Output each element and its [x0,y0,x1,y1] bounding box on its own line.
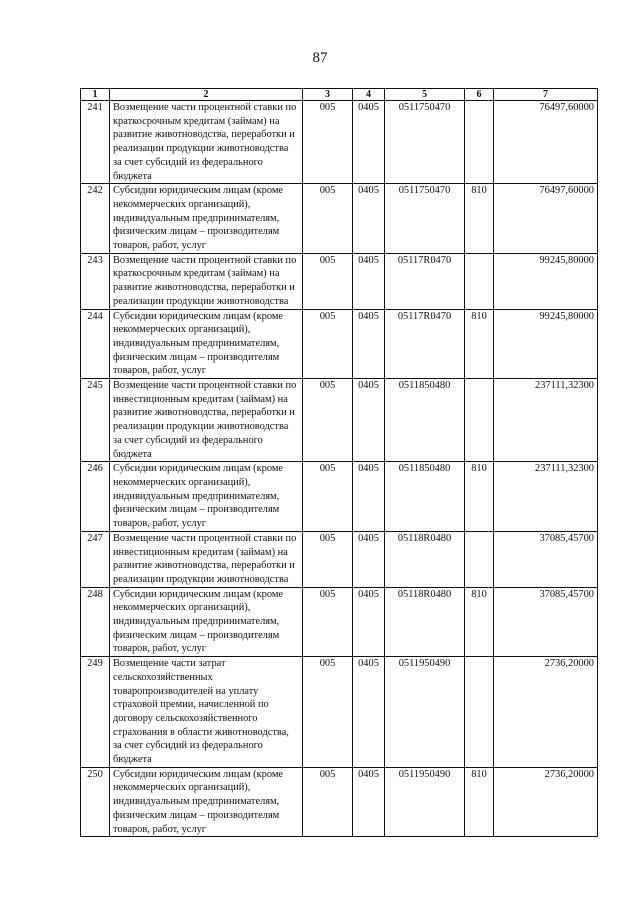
amount-cell: 237111,32300 [494,379,598,462]
expense-type-cell [465,253,494,309]
description-line: физическим лицам – производителям [113,504,280,516]
amount-cell: 76497,60000 [494,101,598,184]
description-line: реализации продукции животноводства [113,295,289,307]
description-line: страховой премии, начисленной по [113,699,269,711]
expense-type-cell [465,101,494,184]
description-line: за счет субсидий из федерального [113,740,263,752]
target-article-cell: 0511850480 [385,462,465,532]
description-cell [110,587,303,657]
table-row [81,587,598,657]
amount-cell: 37085,45700 [494,531,598,587]
header-row [81,89,598,101]
description-line: инвестиционным кредитам (займам) на [113,393,288,405]
budget-table [80,88,598,837]
description-cell [110,309,303,379]
description-line: Субсидии юридическим лицам (кроме [113,185,284,197]
description-line: индивидуальным предпринимателям, [113,337,280,349]
row-number-cell: 243 [81,253,110,309]
description-line: за счет субсидий из федерального [113,156,263,168]
description-line: товаров, работ, услуг [113,823,207,835]
description-line: реализации продукции животноводства [113,573,289,585]
description-line: товаров, работ, услуг [113,518,207,530]
row-number-cell: 249 [81,657,110,768]
expense-type-cell: 810 [465,767,494,837]
description-line: индивидуальным предпринимателям, [113,212,280,224]
description-line: Субсидии юридическим лицам (кроме [113,588,284,600]
department-code-cell: 005 [303,101,353,184]
description-cell [110,184,303,254]
department-code-cell: 005 [303,379,353,462]
description-line: за счет субсидий из федерального [113,434,263,446]
description-cell [110,767,303,837]
description-line: инвестиционным кредитам (займам) на [113,546,288,558]
section-code-cell: 0405 [353,531,385,587]
table-row [81,657,598,768]
amount-cell: 99245,80000 [494,309,598,379]
section-code-cell: 0405 [353,101,385,184]
target-article-cell: 05118R0480 [385,531,465,587]
row-number-cell: 250 [81,767,110,837]
description-line: развитие животноводства, переработки и [113,560,295,572]
amount-cell: 2736,20000 [494,657,598,768]
section-code-cell: 0405 [353,462,385,532]
description-cell [110,253,303,309]
description-line: сельскохозяйственных [113,671,213,683]
section-code-cell: 0405 [353,309,385,379]
row-number-cell: 248 [81,587,110,657]
department-code-cell: 005 [303,767,353,837]
description-line: физическим лицам – производителям [113,629,280,641]
description-line: индивидуальным предпринимателям, [113,490,280,502]
table-row [81,253,598,309]
expense-type-cell: 810 [465,587,494,657]
section-code-cell: 0405 [353,587,385,657]
department-code-cell: 005 [303,184,353,254]
section-code-cell: 0405 [353,253,385,309]
col-header-5: 5 [385,89,465,101]
row-number-cell: 246 [81,462,110,532]
expense-type-cell: 810 [465,462,494,532]
description-line: Субсидии юридическим лицам (кроме [113,310,284,322]
description-cell [110,531,303,587]
section-code-cell: 0405 [353,379,385,462]
row-number-cell: 244 [81,309,110,379]
description-line: бюджета [113,448,152,460]
department-code-cell: 005 [303,587,353,657]
description-line: Возмещение части затрат [113,658,226,670]
col-header-3: 3 [303,89,353,101]
description-line: страхования в области животноводства, [113,726,289,738]
description-line: договору сельскохозяйственного [113,712,258,724]
amount-cell: 2736,20000 [494,767,598,837]
col-header-7: 7 [494,89,598,101]
description-line: бюджета [113,170,152,182]
table-row [81,184,598,254]
amount-cell: 37085,45700 [494,587,598,657]
target-article-cell: 0511950490 [385,767,465,837]
description-line: Субсидии юридическим лицам (кроме [113,463,284,475]
description-line: Возмещение части процентной ставки по [113,254,297,266]
target-article-cell: 0511850480 [385,379,465,462]
description-line: физическим лицам – производителям [113,351,280,363]
description-line: некоммерческих организаций), [113,602,251,614]
description-line: индивидуальным предпринимателям, [113,616,280,628]
table-row [81,531,598,587]
description-line: реализации продукции животноводства [113,421,289,433]
table-row [81,379,598,462]
expense-type-cell [465,657,494,768]
col-header-1: 1 [81,89,110,101]
target-article-cell: 0511750470 [385,101,465,184]
description-line: развитие животноводства, переработки и [113,282,295,294]
description-line: краткосрочным кредитам (займам) на [113,268,280,280]
description-line: некоммерческих организаций), [113,324,251,336]
section-code-cell: 0405 [353,184,385,254]
target-article-cell: 05117R0470 [385,309,465,379]
row-number-cell: 241 [81,101,110,184]
description-line: Возмещение части процентной ставки по [113,380,297,392]
table-row [81,309,598,379]
description-line: Возмещение части процентной ставки по [113,532,297,544]
row-number-cell: 245 [81,379,110,462]
description-cell [110,101,303,184]
description-line: бюджета [113,754,152,766]
section-code-cell: 0405 [353,767,385,837]
col-header-2: 2 [110,89,303,101]
description-cell [110,657,303,768]
table-row [81,101,598,184]
expense-type-cell [465,531,494,587]
description-cell [110,379,303,462]
description-line: физическим лицам – производителям [113,226,280,238]
description-line: некоммерческих организаций), [113,198,251,210]
row-number-cell: 247 [81,531,110,587]
description-line: некоммерческих организаций), [113,782,251,794]
amount-cell: 99245,80000 [494,253,598,309]
section-code-cell: 0405 [353,657,385,768]
description-line: товаропроизводителей на уплату [113,685,259,697]
description-line: некоммерческих организаций), [113,476,251,488]
description-line: физическим лицам – производителям [113,809,280,821]
amount-cell: 76497,60000 [494,184,598,254]
department-code-cell: 005 [303,253,353,309]
department-code-cell: 005 [303,462,353,532]
department-code-cell: 005 [303,531,353,587]
col-header-4: 4 [353,89,385,101]
description-line: индивидуальным предпринимателям, [113,796,280,808]
description-line: реализации продукции животноводства [113,143,289,155]
department-code-cell: 005 [303,309,353,379]
target-article-cell: 0511950490 [385,657,465,768]
description-line: краткосрочным кредитам (займам) на [113,115,280,127]
amount-cell: 237111,32300 [494,462,598,532]
target-article-cell: 0511750470 [385,184,465,254]
description-line: Субсидии юридическим лицам (кроме [113,768,284,780]
table-row [81,767,598,837]
description-line: Возмещение части процентной ставки по [113,102,297,113]
table-row [81,462,598,532]
col-header-6: 6 [465,89,494,101]
description-line: развитие животноводства, переработки и [113,407,295,419]
page-number: 87 [312,50,328,66]
description-line: товаров, работ, услуг [113,365,207,377]
target-article-cell: 05118R0480 [385,587,465,657]
department-code-cell: 005 [303,657,353,768]
expense-type-cell: 810 [465,184,494,254]
row-number-cell: 242 [81,184,110,254]
description-line: товаров, работ, услуг [113,240,207,252]
description-cell [110,462,303,532]
expense-type-cell: 810 [465,309,494,379]
expense-type-cell [465,379,494,462]
description-line: развитие животноводства, переработки и [113,129,295,141]
description-line: товаров, работ, услуг [113,643,207,655]
target-article-cell: 05117R0470 [385,253,465,309]
